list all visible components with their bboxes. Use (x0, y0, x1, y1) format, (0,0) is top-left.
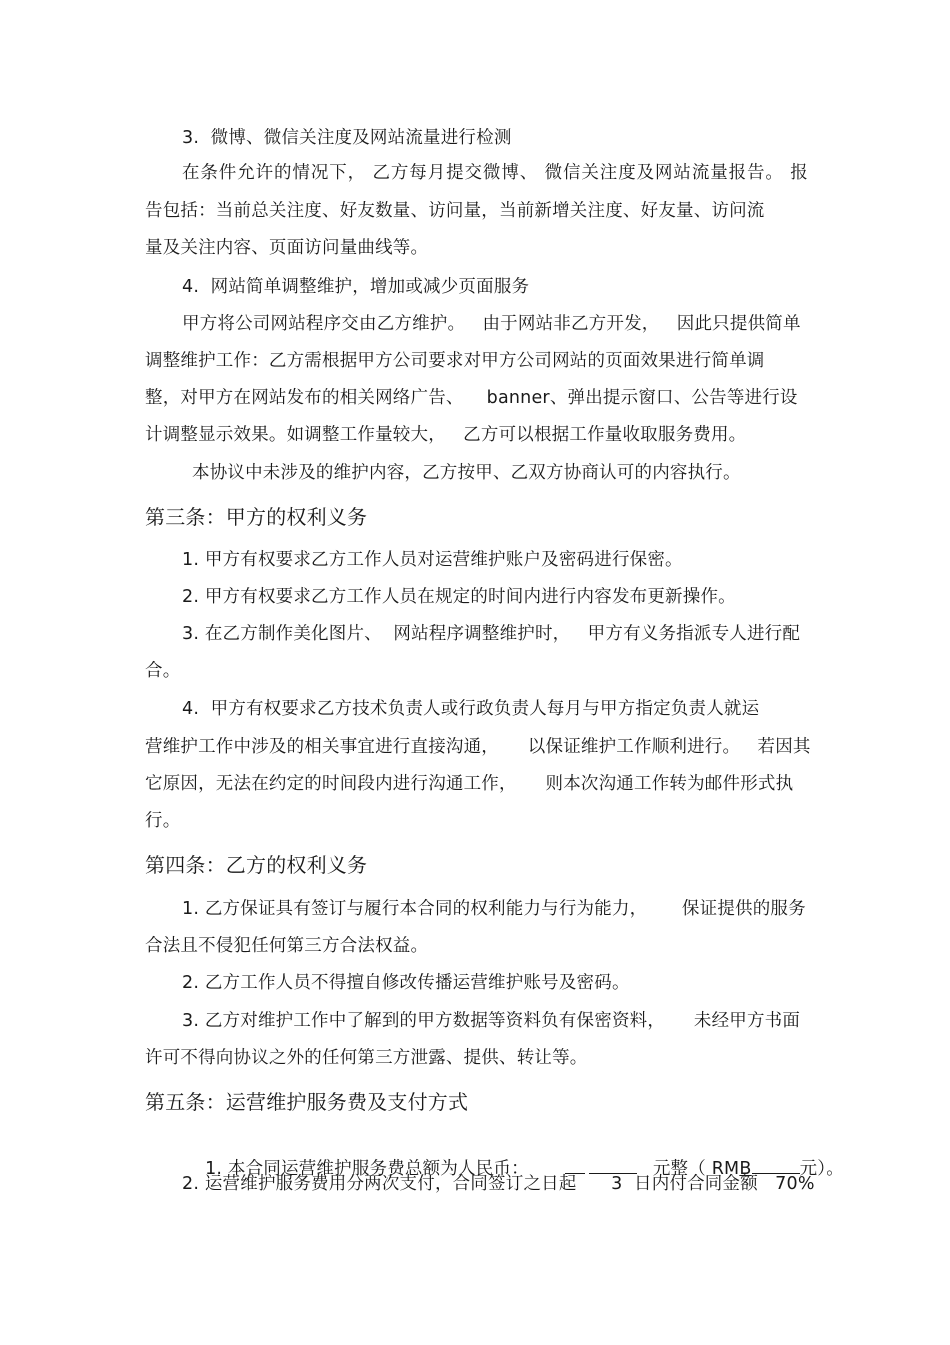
article4-item3-line-2: 许可不得向协议之外的任何第三方泄露、提供、转让等。 (145, 1048, 588, 1068)
article3-item3-line-2: 合。 (145, 661, 181, 681)
article5-item1-b: B (739, 1159, 752, 1179)
item4-body-line-1: 甲方将公司网站程序交由乙方维护。 由于网站非乙方开发， 因此只提供简单 (182, 314, 801, 334)
article4-item2: 2. 乙方工作人员不得擅自修改传播运营维护账号及密码。 (182, 973, 630, 993)
item4-body-line-3: 整，对甲方在网站发布的相关网络广告、 banner、弹出提示窗口、公告等进行设 (145, 388, 798, 408)
article3-heading: 第三条：甲方的权利义务 (145, 505, 368, 529)
item3-body-line-2: 告包括：当前总关注度、好友数量、访问量，当前新增关注度、好友量、访问流 (145, 201, 765, 221)
article3-item4-line-3: 它原因，无法在约定的时间段内进行沟通工作， 则本次沟通工作转为邮件形式执 (145, 774, 794, 794)
amount-blank-1 (565, 1157, 585, 1174)
article5-item1-mid: 元整（ RM (652, 1159, 740, 1179)
article3-item4-line-2: 营维护工作中涉及的相关事宜进行直接沟通， 以保证维护工作顺利进行。 若因其 (145, 737, 811, 757)
article3-item4-line-1: 4. 甲方有权要求乙方技术负责人或行政负责人每月与甲方指定负责人就运 (182, 699, 760, 719)
article4-item1-line-2: 合法且不侵犯任何第三方合法权益。 (145, 936, 429, 956)
closing-paragraph: 本协议中未涉及的维护内容，乙方按甲、乙双方协商认可的内容执行。 (192, 463, 741, 483)
item3-body-line-3: 量及关注内容、页面访问量曲线等。 (145, 238, 429, 258)
article5-item1-suffix: 元）。 (799, 1159, 844, 1179)
article4-item3-line-1: 3. 乙方对维护工作中了解到的甲方数据等资料负有保密资料， 未经甲方书面 (182, 1011, 801, 1031)
item4-body-line-2: 调整维护工作：乙方需根据甲方公司要求对甲方公司网站的页面效果进行简单调 (145, 351, 765, 371)
article3-item3-line-1: 3. 在乙方制作美化图片、 网站程序调整维护时， 甲方有义务指派专人进行配 (182, 624, 801, 644)
amount-blank-2 (589, 1157, 637, 1174)
article3-item4-line-4: 行。 (145, 811, 181, 831)
item3-body-line-1: 在条件允许的情况下， 乙方每月提交微博、 微信关注度及网站流量报告。 报 (182, 163, 808, 183)
article3-item1: 1. 甲方有权要求乙方工作人员对运营维护账户及密码进行保密。 (182, 550, 683, 570)
article5-item2: 2. 运营维护服务费用分两次支付，合同签订之日起 3 日内付合同金额 70% (182, 1174, 815, 1194)
article4-item1-line-1: 1. 乙方保证具有签订与履行本合同的权利能力与行为能力， 保证提供的服务 (182, 899, 806, 919)
article5-item1-prefix: 1. 本合同运营维护服务费总额为人民币： (205, 1159, 529, 1179)
item4-body-line-4: 计调整显示效果。如调整工作量较大， 乙方可以根据工作量收取服务费用。 (145, 425, 747, 445)
item4-title: 4. 网站简单调整维护，增加或减少页面服务 (182, 277, 530, 297)
item3-title: 3. 微博、微信关注度及网站流量进行检测 (182, 128, 512, 148)
article5-heading: 第五条：运营维护服务费及支付方式 (145, 1090, 469, 1114)
article3-item2: 2. 甲方有权要求乙方工作人员在规定的时间内进行内容发布更新操作。 (182, 587, 736, 607)
rmb-blank (752, 1157, 800, 1174)
article4-heading: 第四条：乙方的权利义务 (145, 853, 368, 877)
